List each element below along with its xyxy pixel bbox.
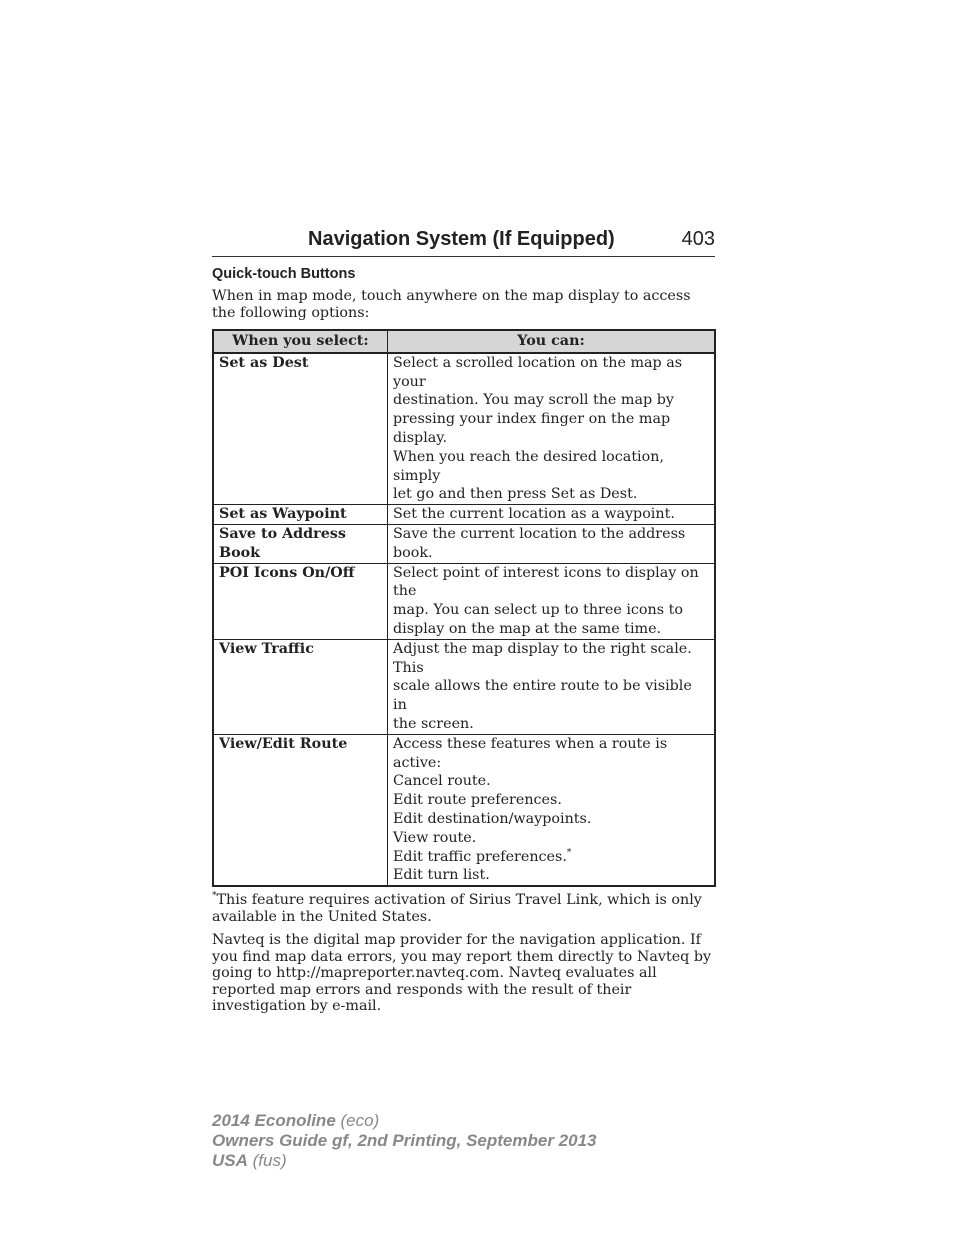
cell-line: Access these features when a route is active: (393, 735, 668, 771)
table-header-row (213, 330, 715, 353)
intro-paragraph: When in map mode, touch anywhere on the map display to access the following options: (212, 288, 691, 321)
table-cell-select: Set as Waypoint (213, 505, 388, 525)
cell-line: View route. (393, 829, 477, 846)
table-cell-action (388, 505, 716, 525)
table-row (213, 563, 715, 639)
cell-line: display on the map at the same time. (393, 620, 662, 637)
table-row (213, 639, 715, 734)
navteq-paragraph: Navteq is the digital map provider for the navigation application. If you find map data errors, you may report them directly to Navteq by going to http://mapreporter.navteq.com. Navteq evaluates all reported map errors and responds with the result of their investigation by e-mail. (212, 932, 712, 1015)
table-row (213, 734, 715, 886)
cell-line: Select point of interest icons to display on the (393, 564, 699, 600)
cell-line: map. You can select up to three icons to (393, 602, 683, 619)
footer-line-guide (212, 1131, 596, 1151)
cell-line: When you reach the desired location, simply (393, 448, 664, 484)
table-cell-select: View/Edit Route (213, 734, 388, 886)
cell-line: Edit turn list. (393, 867, 490, 884)
footnote-mark: * (212, 891, 217, 902)
cell-line: Cancel route. (393, 773, 491, 790)
table-cell-action (388, 563, 716, 639)
page-header (212, 228, 715, 257)
table-cell-action (388, 524, 716, 563)
table-cell-action (388, 734, 716, 886)
cell-line: Edit route preferences. (393, 792, 562, 809)
cell-line: Edit destination/waypoints. (393, 810, 592, 827)
table-header-action: You can: (388, 330, 716, 353)
cell-line: the screen. (393, 715, 474, 732)
footnote-text: This feature requires activation of Sirius Travel Link, which is only available in the United States. (212, 892, 702, 925)
cell-line: scale allows the entire route to be visible in (393, 678, 692, 714)
cell-line: Save the current location to the address book. (393, 525, 686, 561)
footer-region-code: (fus) (252, 1151, 287, 1170)
page-number: 403 (681, 228, 715, 250)
cell-line: Select a scrolled location on the map as your (393, 354, 683, 390)
table-cell-select: Save to Address Book (213, 524, 388, 563)
table-header-select: When you select: (213, 330, 388, 353)
table-cell-action (388, 639, 716, 734)
cell-line: Set the current location as a waypoint. (393, 506, 675, 523)
page-footer (212, 1111, 596, 1171)
cell-line (393, 848, 709, 867)
cell-line-text: Edit traffic preferences. (393, 848, 567, 865)
footer-region: USA (212, 1151, 248, 1170)
cell-line: let go and then press Set as Dest. (393, 486, 638, 503)
table-cell-select: View Traffic (213, 639, 388, 734)
footer-model: 2014 Econoline (212, 1111, 336, 1130)
options-table (212, 329, 716, 887)
footer-guide: Owners Guide gf, 2nd Printing, September 2013 (212, 1131, 597, 1150)
table-cell-select: POI Icons On/Off (213, 563, 388, 639)
table-row (213, 505, 715, 525)
cell-line: destination. You may scroll the map by (393, 392, 674, 409)
table-cell-action (388, 353, 716, 505)
footer-line-region (212, 1151, 596, 1171)
footnote (212, 892, 715, 925)
chapter-title: Navigation System (If Equipped) (308, 228, 615, 250)
cell-line: Adjust the map display to the right scale. This (393, 640, 692, 676)
table-row (213, 524, 715, 563)
page-content (212, 228, 715, 1015)
footer-line-model (212, 1111, 596, 1131)
section-title: Quick-touch Buttons (212, 266, 356, 282)
cell-line: pressing your index finger on the map display. (393, 411, 671, 446)
table-row (213, 353, 715, 505)
asterisk-mark: * (566, 847, 572, 858)
table-cell-select: Set as Dest (213, 353, 388, 505)
footer-model-code: (eco) (340, 1111, 380, 1130)
